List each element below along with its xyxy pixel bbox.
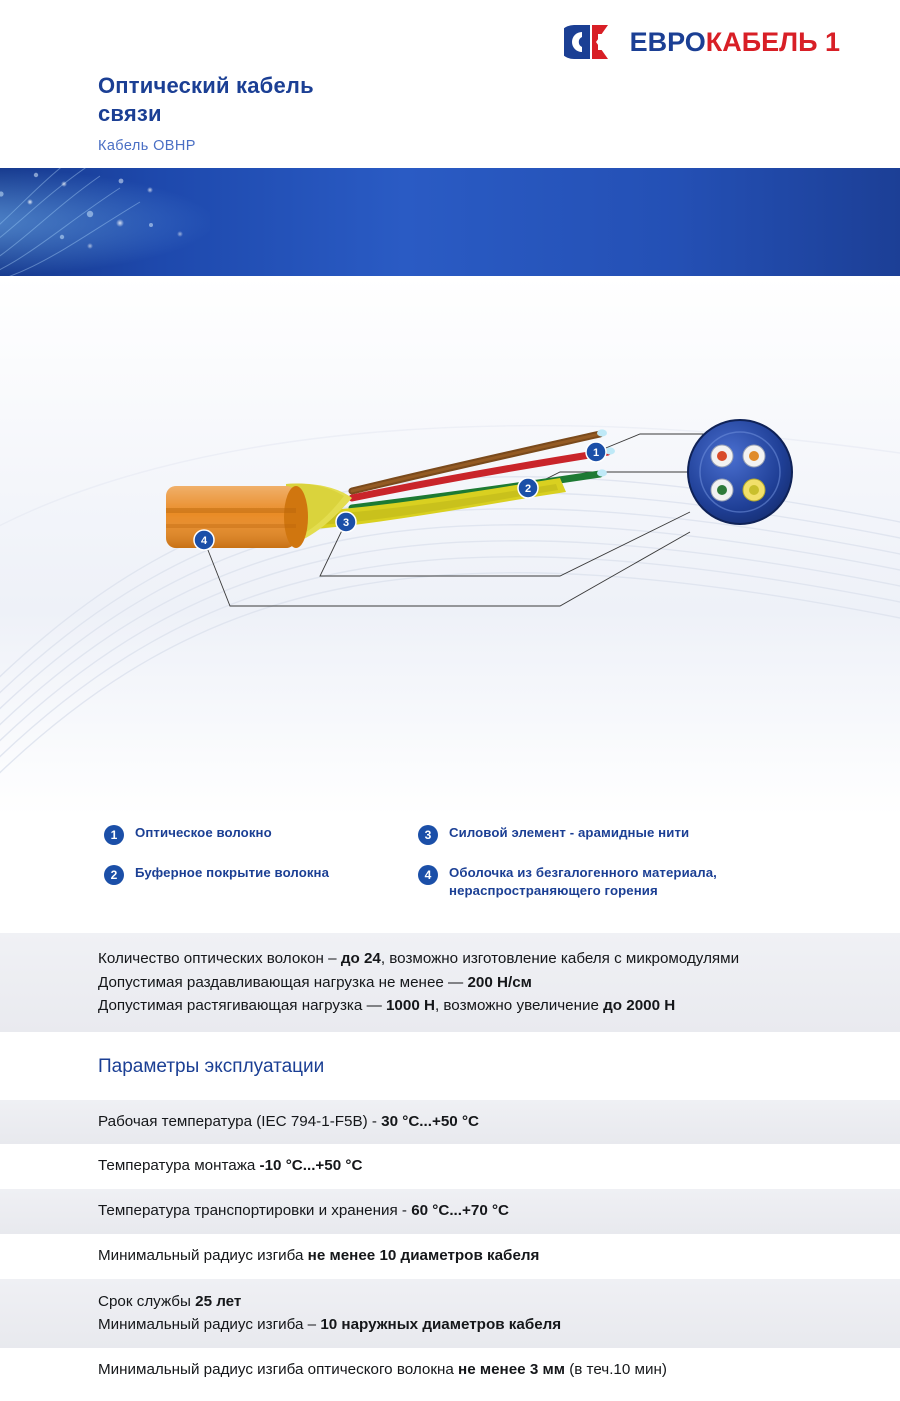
spec-crush-load-value: 200 Н/см: [467, 973, 532, 991]
param-working-temperature-value: 30 °С...+50 °С: [381, 1112, 479, 1130]
legend-item-3: [418, 824, 838, 845]
svg-text:2: 2: [524, 483, 532, 495]
param-fiber-bend-radius-value: не менее 3 мм: [458, 1361, 565, 1379]
legend-number-1: 1: [104, 825, 124, 845]
param-row-working-temperature: [0, 1100, 900, 1145]
fiber-streaks-decoration: [0, 168, 230, 276]
brand-logo-text-red: КАБЕЛЬ 1: [705, 26, 840, 57]
evrokabel-logo-mark-icon: [564, 22, 622, 62]
spec-tensile-load-text: Допустимая растягивающая нагрузка —: [98, 997, 386, 1015]
svg-text:3: 3: [342, 517, 350, 529]
page-footer-spacer: [0, 1393, 900, 1401]
cable-illustration: [0, 276, 900, 816]
param-min-bend-radius-outer: [98, 1314, 840, 1337]
legend-label-2: Буферное покрытие волокна: [135, 865, 330, 880]
spec-tensile-load-text-c: , возможно увеличение: [434, 997, 604, 1015]
svg-text:1: 1: [592, 447, 600, 459]
title-block: [98, 72, 314, 154]
legend-number-3: 3: [418, 825, 438, 845]
page-title-line-2: связи: [98, 100, 162, 126]
legend-label-4-line-2: нераспространяющего горения: [449, 882, 658, 898]
param-installation-temperature-label: Температура монтажа: [98, 1157, 260, 1175]
legend-number-2: 2: [104, 865, 124, 885]
legend-label-1: Оптическое волокно: [135, 825, 272, 840]
legend-item-1: [104, 824, 434, 845]
param-min-bend-radius-value: не менее 10 диаметров кабеля: [307, 1247, 540, 1265]
legend-item-4: [418, 864, 848, 900]
spec-fiber-count-text-a: Количество оптических волокон –: [98, 950, 341, 967]
spec-fiber-count-value: до 24: [340, 950, 381, 967]
param-row-installation-temperature: [0, 1144, 900, 1189]
decorative-banner: [0, 168, 900, 276]
brand-logo-text-blue: ЕВРО: [629, 26, 706, 57]
page-header: [0, 0, 900, 168]
brand-logo: [564, 22, 840, 62]
page-title: [98, 72, 314, 127]
legend-label-4: [449, 864, 717, 900]
param-installation-temperature-value: -10 °С...+50 °С: [259, 1157, 363, 1175]
param-fiber-bend-radius-label: Минимальный радиус изгиба оптического волокна: [98, 1361, 459, 1379]
brand-logo-text: [629, 26, 840, 57]
legend-item-2: [104, 864, 434, 885]
legend: [0, 816, 900, 932]
spec-crush-load: [98, 971, 840, 995]
param-working-temperature-label: Рабочая температура (IEC 794-1-F5B) -: [98, 1112, 382, 1130]
legend-label-4-line-1: Оболочка из безгалогенного материала,: [449, 865, 717, 880]
param-row-transport-temperature: [0, 1189, 900, 1234]
svg-text:4: 4: [200, 535, 208, 547]
cable-diagram: [0, 276, 900, 816]
param-min-bend-radius-label: Минимальный радиус изгиба: [98, 1247, 308, 1265]
page-title-line-1: Оптический кабель: [98, 73, 314, 98]
legend-number-4: 4: [418, 865, 438, 885]
param-service-life-label: Срок службы: [98, 1292, 196, 1310]
param-row-fiber-bend-radius: [0, 1348, 900, 1393]
param-row-min-bend-radius: [0, 1234, 900, 1279]
param-min-bend-radius-outer-label: Минимальный радиус изгиба –: [98, 1315, 321, 1333]
param-transport-temperature-value: 60 °С...+70 °С: [411, 1202, 510, 1220]
operation-section-heading: Параметры эксплуатации: [0, 1032, 900, 1100]
spec-tensile-load-max: до 2000 Н: [603, 997, 676, 1015]
specs-block: [0, 932, 900, 1032]
param-service-life-value: 25 лет: [195, 1292, 242, 1310]
operation-params-table: [0, 1100, 900, 1394]
page-subtitle: Кабель ОВНР: [98, 138, 196, 154]
param-fiber-bend-radius-note: (в теч.10 мин): [564, 1361, 667, 1379]
spec-tensile-load: [98, 994, 840, 1018]
spec-fiber-count: [98, 947, 840, 971]
spec-tensile-load-value: 1000 Н: [385, 997, 435, 1015]
param-row-service-life-group: [0, 1279, 900, 1349]
spec-fiber-count-text-c: , возможно изготовление кабеля с микромодулями: [380, 950, 740, 967]
legend-label-3: Силовой элемент - арамидные нити: [449, 825, 690, 840]
param-transport-temperature-label: Температура транспортировки и хранения -: [98, 1202, 412, 1220]
spec-crush-load-text: Допустимая раздавливающая нагрузка не менее —: [98, 973, 468, 991]
param-service-life: [98, 1291, 840, 1314]
param-min-bend-radius-outer-value: 10 наружных диаметров кабеля: [320, 1315, 562, 1333]
